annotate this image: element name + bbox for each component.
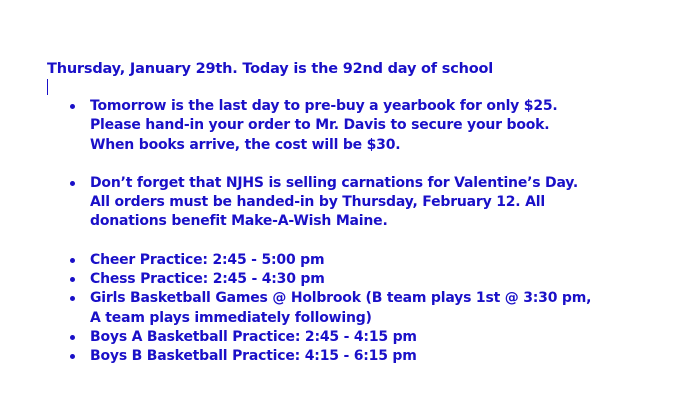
announcement-line: When books arrive, the cost will be $30.	[90, 136, 401, 153]
list-spacer	[70, 155, 650, 174]
announcement-line: Don’t forget that NJHS is selling carnations for Valentine’s Day.	[90, 174, 579, 191]
schedule-line: Chess Practice: 2:45 - 4:30 pm	[90, 271, 325, 288]
bullet-icon	[70, 181, 75, 186]
bullet-icon	[70, 258, 75, 263]
announcement-line: All orders must be handed-in by Thursday, February 12. All	[90, 194, 545, 211]
schedule-line: A team plays immediately following)	[90, 309, 372, 326]
bullet-icon	[70, 277, 75, 282]
bullet-icon	[70, 335, 75, 340]
bullet-icon	[70, 104, 75, 109]
schedule-line: Girls Basketball Games @ Holbrook (B team plays 1st @ 3:30 pm,	[90, 290, 592, 307]
bullet-icon	[70, 354, 75, 359]
schedule-boys-a-basketball	[70, 328, 650, 347]
announcement-line: donations benefit Make-A-Wish Maine.	[90, 213, 388, 230]
schedule-cheer	[70, 251, 650, 270]
text-cursor	[47, 79, 48, 95]
announcement-line: Please hand-in your order to Mr. Davis to secure your book.	[90, 117, 550, 134]
schedule-line: Boys B Basketball Practice: 4:15 - 6:15 pm	[90, 348, 417, 365]
announcement-njhs	[70, 174, 650, 232]
schedule-line: Boys A Basketball Practice: 2:45 - 4:15 pm	[90, 328, 417, 345]
list-spacer	[70, 232, 650, 251]
announcement-list	[70, 97, 650, 367]
page-heading: Thursday, January 29th. Today is the 92nd day of school	[47, 61, 494, 77]
bullet-icon	[70, 296, 75, 301]
announcement-yearbook	[70, 97, 650, 155]
schedule-girls-basketball	[70, 289, 650, 328]
schedule-line: Cheer Practice: 2:45 - 5:00 pm	[90, 251, 325, 268]
schedule-boys-b-basketball	[70, 347, 650, 366]
schedule-chess	[70, 270, 650, 289]
announcement-line: Tomorrow is the last day to pre-buy a yearbook for only $25.	[90, 98, 558, 114]
